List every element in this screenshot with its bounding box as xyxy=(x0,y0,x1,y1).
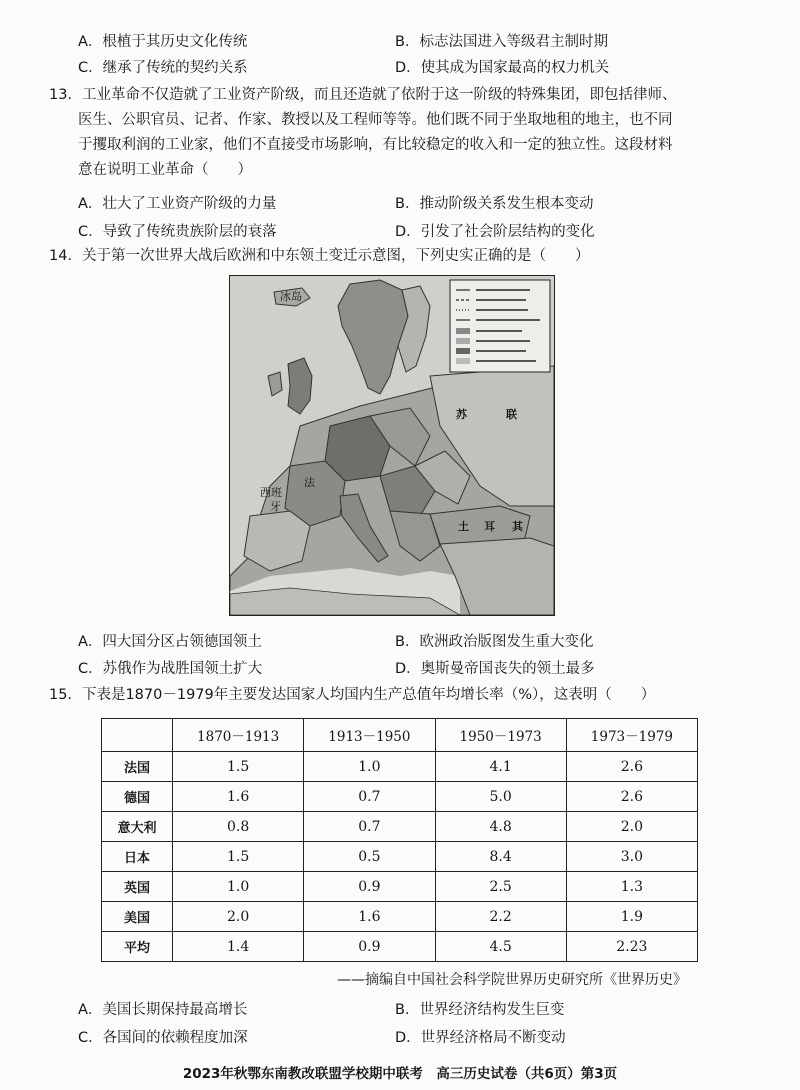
q15-option-a[interactable]: A．美国长期保持最高增长 xyxy=(78,1002,248,1018)
table-header-row xyxy=(102,719,698,752)
map-label-turkey-3: 其 xyxy=(512,520,523,533)
table-source-citation: ——摘编自中国社会科学院世界历史研究所《世界历史》 xyxy=(337,972,687,988)
table-cell-country: 美国 xyxy=(102,902,173,932)
table-row xyxy=(102,932,698,962)
table-cell: 1.0 xyxy=(304,752,435,782)
q13-option-a[interactable]: A．壮大了工业资产阶级的力量 xyxy=(78,196,277,212)
table-cell: 1.5 xyxy=(173,842,304,872)
table-cell: 1.5 xyxy=(173,752,304,782)
map-label-turkey-1: 土 xyxy=(458,520,469,533)
map-label-spain-2: 牙 xyxy=(270,500,281,513)
table-row xyxy=(102,782,698,812)
table-row xyxy=(102,902,698,932)
q13-option-c[interactable]: C．导致了传统贵族阶层的衰落 xyxy=(78,224,277,240)
table-cell-country: 日本 xyxy=(102,842,173,872)
table-cell-country: 法国 xyxy=(102,752,173,782)
table-header-cell xyxy=(102,719,173,752)
q15-option-c[interactable]: C．各国间的依赖程度加深 xyxy=(78,1030,248,1046)
map-label-france: 法 xyxy=(304,476,315,489)
table-cell: 1.6 xyxy=(304,902,435,932)
table-cell: 0.8 xyxy=(173,812,304,842)
table-cell-country: 意大利 xyxy=(102,812,173,842)
table-cell: 2.2 xyxy=(435,902,566,932)
q15-option-b[interactable]: B．世界经济结构发生巨变 xyxy=(395,1002,565,1018)
q13-stem-line-4: 意在说明工业革命（ ） xyxy=(78,162,252,178)
q13-stem-line-3: 于攫取利润的工业家，他们不直接受市场影响，有比较稳定的收入和一定的独立性。这段材料 xyxy=(78,137,673,153)
table-cell-country: 平均 xyxy=(102,932,173,962)
table-cell: 3.0 xyxy=(566,842,697,872)
q12-option-c[interactable]: C．继承了传统的契约关系 xyxy=(78,60,248,76)
table-cell: 4.8 xyxy=(435,812,566,842)
table-cell: 2.23 xyxy=(566,932,697,962)
q13-option-d[interactable]: D．引发了社会阶层结构的变化 xyxy=(395,224,595,240)
q13-stem-line-2: 医生、公职官员、记者、作家、教授以及工程师等等。他们既不同于坐取地租的地主，也不同 xyxy=(78,112,673,128)
table-cell: 1.9 xyxy=(566,902,697,932)
q14-stem: 14．关于第一次世界大战后欧洲和中东领土变迁示意图，下列史实正确的是（ ） xyxy=(49,248,590,264)
map-label-iceland: 冰岛 xyxy=(280,290,302,303)
table-cell: 0.7 xyxy=(304,782,435,812)
table-row xyxy=(102,842,698,872)
map-label-turkey-2: 耳 xyxy=(484,520,495,533)
table-cell: 0.5 xyxy=(304,842,435,872)
map-label-spain-1: 西班 xyxy=(260,486,282,499)
q12-option-d[interactable]: D．使其成为国家最高的权力机关 xyxy=(395,60,610,76)
q15-option-d[interactable]: D．世界经济格局不断变动 xyxy=(395,1030,566,1046)
q15-stem: 15．下表是1870－1979年主要发达国家人均国内生产总值年均增长率（%），这表明（ ） xyxy=(49,687,656,703)
table-row xyxy=(102,872,698,902)
table-cell-country: 英国 xyxy=(102,872,173,902)
table-cell: 2.0 xyxy=(173,902,304,932)
q14-option-a[interactable]: A．四大国分区占领德国领土 xyxy=(78,634,262,650)
table-cell: 1.6 xyxy=(173,782,304,812)
table-cell: 1.0 xyxy=(173,872,304,902)
table-header-cell: 1870－1913 xyxy=(173,719,304,752)
table-cell-country: 德国 xyxy=(102,782,173,812)
page-footer: 2023年秋鄂东南教改联盟学校期中联考 高三历史试卷（共6页）第3页 xyxy=(182,1066,618,1082)
table-cell: 1.4 xyxy=(173,932,304,962)
map-label-ussr-2: 联 xyxy=(506,408,517,421)
table-cell: 2.0 xyxy=(566,812,697,842)
table-header-cell: 1913－1950 xyxy=(304,719,435,752)
table-cell: 0.9 xyxy=(304,932,435,962)
gdp-growth-table xyxy=(101,718,698,962)
q12-option-a[interactable]: A．根植于其历史文化传统 xyxy=(78,34,248,50)
q14-option-c[interactable]: C．苏俄作为战胜国领土扩大 xyxy=(78,661,263,677)
map-label-ussr-1: 苏 xyxy=(456,408,467,421)
table-cell: 1.3 xyxy=(566,872,697,902)
table-cell: 2.5 xyxy=(435,872,566,902)
table-header-cell: 1950－1973 xyxy=(435,719,566,752)
q13-stem-line-1: 13．工业革命不仅造就了工业资产阶级，而且还造就了依附于这一阶级的特殊集团，即包括律师、 xyxy=(49,87,677,103)
table-header-cell: 1973－1979 xyxy=(566,719,697,752)
table-cell: 8.4 xyxy=(435,842,566,872)
q13-option-b[interactable]: B．推动阶级关系发生根本变动 xyxy=(395,196,594,212)
table-cell: 0.7 xyxy=(304,812,435,842)
table-cell: 5.0 xyxy=(435,782,566,812)
table-cell: 2.6 xyxy=(566,782,697,812)
table-cell: 4.1 xyxy=(435,752,566,782)
table-cell: 0.9 xyxy=(304,872,435,902)
table-row xyxy=(102,812,698,842)
q12-option-b[interactable]: B．标志法国进入等级君主制时期 xyxy=(395,34,608,50)
q14-option-b[interactable]: B．欧洲政治版图发生重大变化 xyxy=(395,634,594,650)
europe-territory-map xyxy=(229,275,555,616)
q14-option-d[interactable]: D．奥斯曼帝国丧失的领土最多 xyxy=(395,661,595,677)
table-cell: 2.6 xyxy=(566,752,697,782)
table-cell: 4.5 xyxy=(435,932,566,962)
table-row xyxy=(102,752,698,782)
